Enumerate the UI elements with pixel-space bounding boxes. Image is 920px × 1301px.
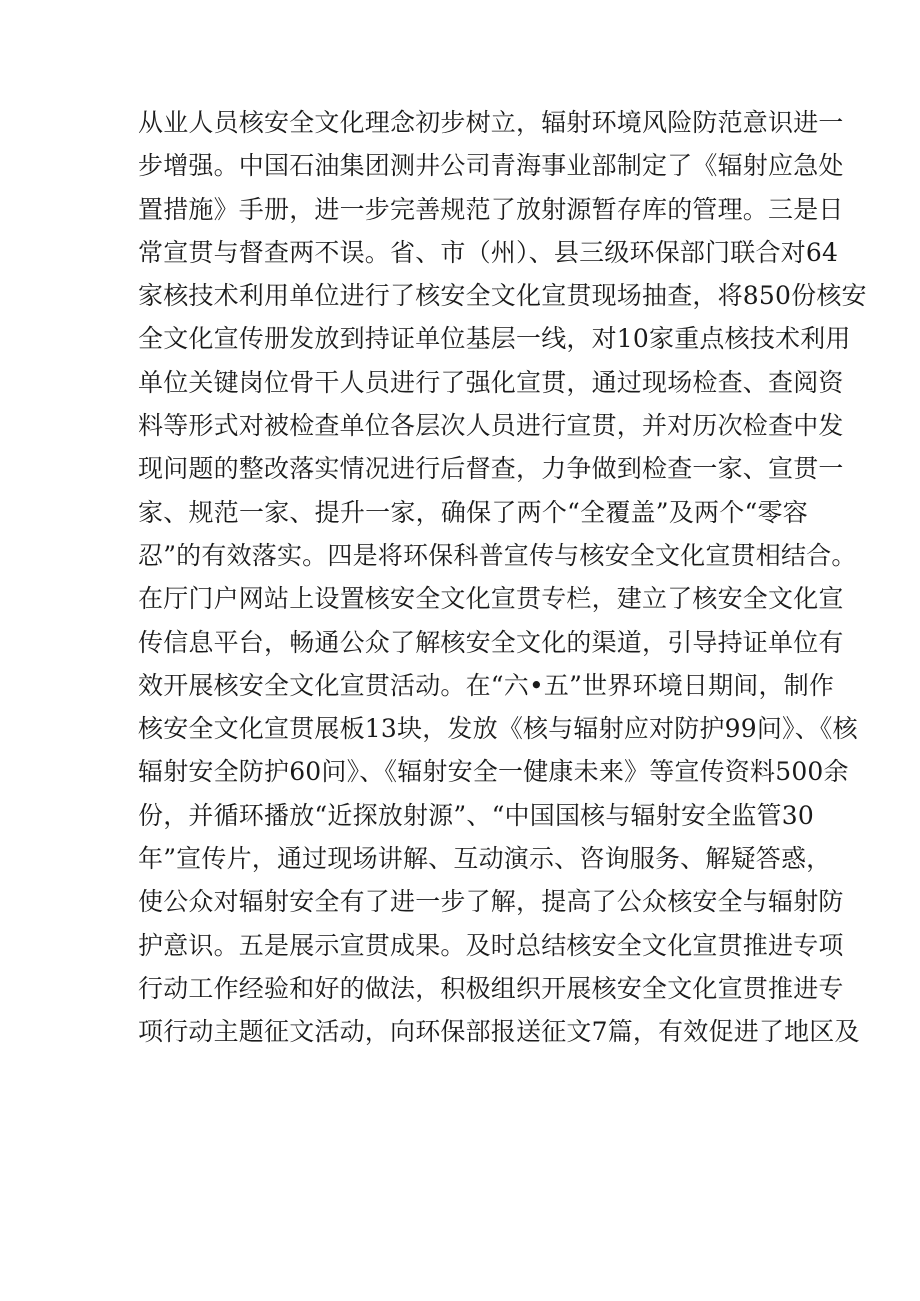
text-line: 份，并循环播放“近探放射源”、“中国国核与辐射安全监管30 <box>138 800 814 830</box>
text-line: 单位关键岗位骨干人员进行了强化宣贯，通过现场检查、查阅资 <box>138 367 844 397</box>
text-line: 传信息平台，畅通公众了解核安全文化的渠道，引导持证单位有 <box>138 627 844 657</box>
text-line: 全文化宣传册发放到持证单位基层一线，对10家重点核技术利用 <box>138 324 851 354</box>
text-line: 项行动主题征文活动，向环保部报送征文7篇，有效促进了地区及 <box>138 1017 860 1047</box>
text-line: 家、规范一家、提升一家，确保了两个“全覆盖”及两个“零容 <box>138 497 808 527</box>
text-line: 在厅门户网站上设置核安全文化宣贯专栏，建立了核安全文化宣 <box>138 584 844 614</box>
text-line: 置措施》手册，进一步完善规范了放射源暂存库的管理。三是日 <box>138 194 844 224</box>
text-line: 使公众对辐射安全有了进一步了解，提高了公众核安全与辐射防 <box>138 887 844 917</box>
text-line: 效开展核安全文化宣贯活动。在“六•五”世界环境日期间，制作 <box>138 670 835 700</box>
text-line: 常宣贯与督查两不误。省、市（州）、县三级环保部门联合对64 <box>138 237 839 267</box>
text-line: 从业人员核安全文化理念初步树立，辐射环境风险防范意识进一 <box>138 108 844 137</box>
text-line: 忍”的有效落实。四是将环保科普宣传与核安全文化宣贯相结合。 <box>138 540 857 570</box>
text-line: 步增强。中国石油集团测井公司青海事业部制定了《辐射应急处 <box>138 151 844 181</box>
text-line: 行动工作经验和好的做法，积极组织开展核安全文化宣贯推进专 <box>138 973 844 1003</box>
text-line: 年”宣传片，通过现场讲解、互动演示、咨询服务、解疑答惑， <box>138 844 832 874</box>
text-line: 辐射安全防护60问》、《辐射安全一健康未来》等宣传资料500余 <box>138 757 849 787</box>
text-line: 护意识。五是展示宣贯成果。及时总结核安全文化宣贯推进专项 <box>138 930 844 960</box>
text-line: 核安全文化宣贯展板13块，发放《核与辐射应对防护99问》、《核 <box>138 714 858 744</box>
text-line: 家核技术利用单位进行了核安全文化宣贯现场抽查，将850份核安 <box>138 281 867 311</box>
text-line: 现问题的整改落实情况进行后督查，力争做到检查一家、宣贯一 <box>138 454 844 484</box>
text-line: 料等形式对被检查单位各层次人员进行宣贯，并对历次检查中发 <box>138 411 844 441</box>
body-paragraph <box>138 101 867 1054</box>
